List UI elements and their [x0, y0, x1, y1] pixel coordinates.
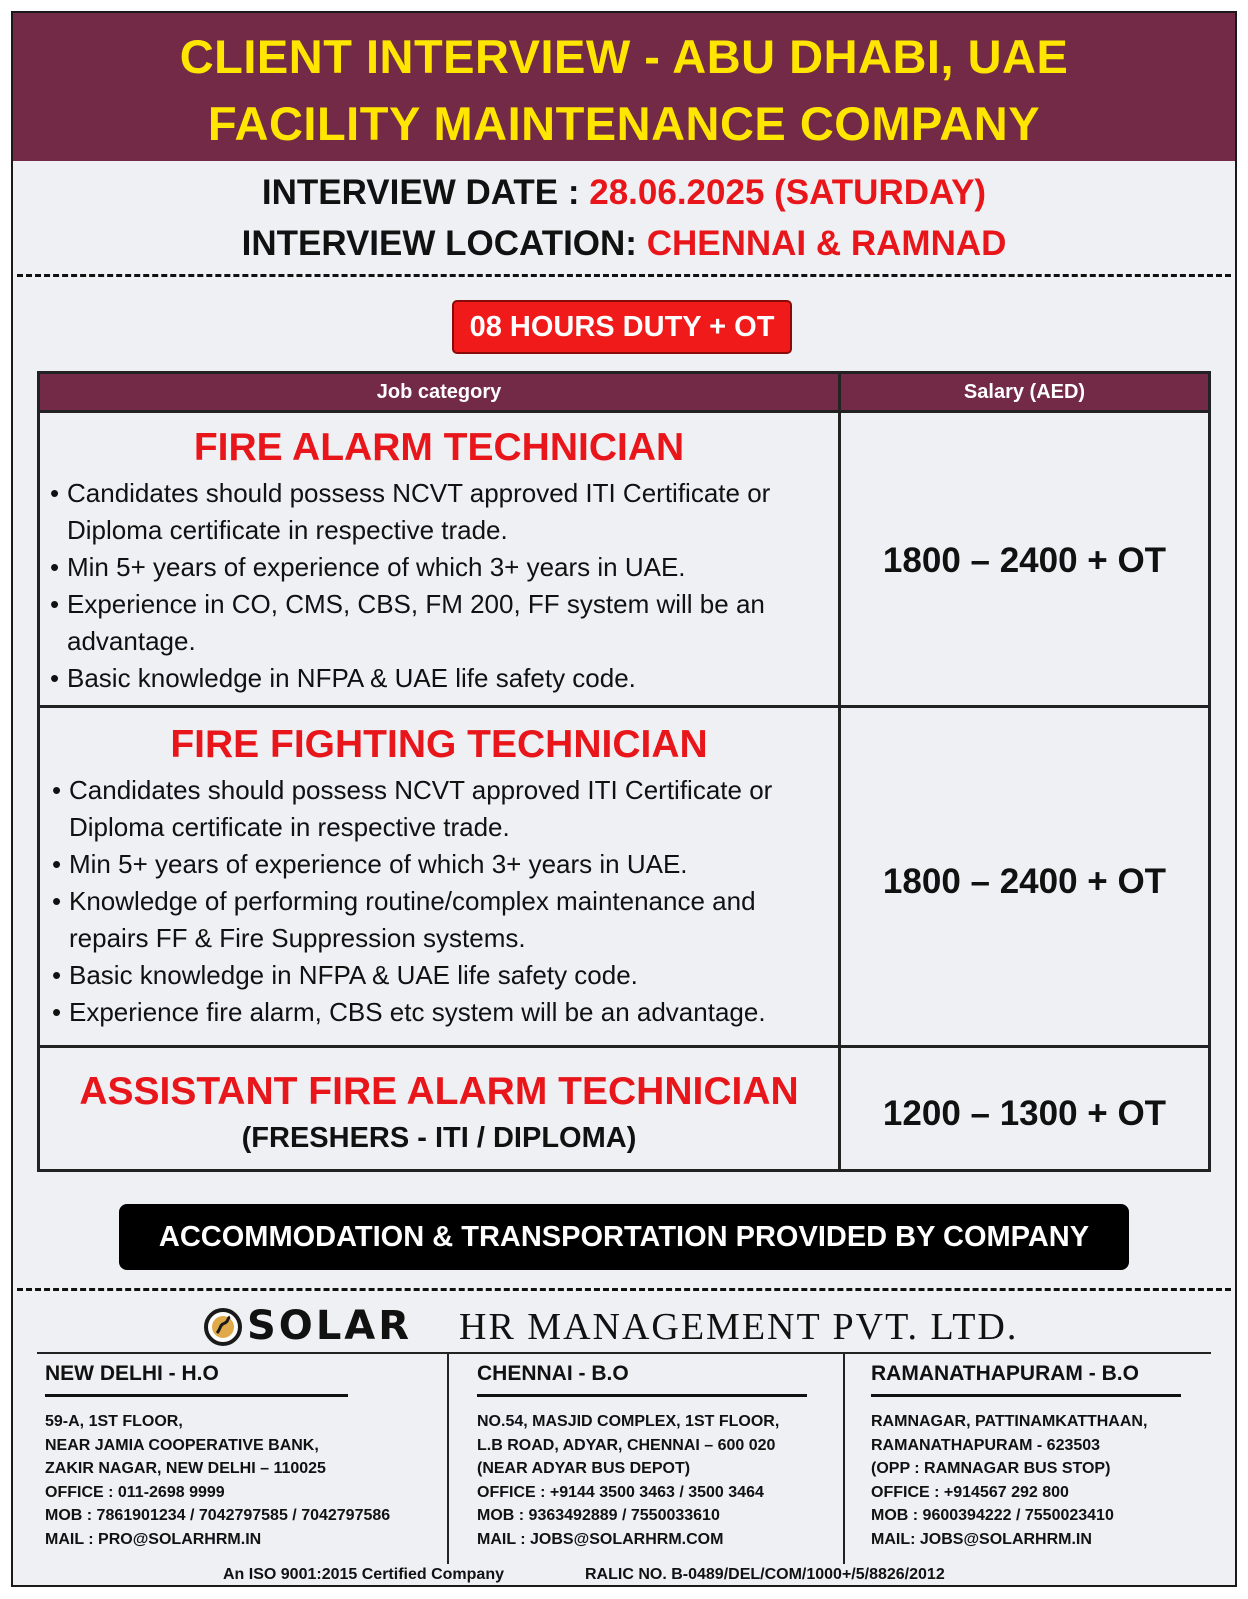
requirement-item: • Min 5+ years of experience of which 3+ years in UAE.: [50, 549, 840, 586]
salary-fire-fighting-technician: 1800 – 2400 + OT: [882, 862, 1167, 901]
company-name: HR MANAGEMENT PVT. LTD.: [459, 1306, 1019, 1348]
requirement-item: • Basic knowledge in NFPA & UAE life safety code.: [52, 957, 842, 994]
office-line: MOB : 7861901234 / 7042797585 / 7042797586: [45, 1507, 391, 1524]
interview-date: [13, 173, 1235, 213]
iso-certification: An ISO 9001:2015 Certified Company: [223, 1566, 504, 1583]
office-divider: [843, 1354, 845, 1564]
job-table: [37, 371, 1211, 1172]
requirement-item: • Candidates should possess NCVT approved ITI Certificate or Diploma certificate in respective trade.: [52, 772, 842, 846]
header-banner: [13, 13, 1235, 161]
dashed-divider: [17, 274, 1231, 277]
ralic-number: RALIC NO. B-0489/DEL/COM/1000+/5/8826/2012: [585, 1566, 945, 1583]
job-requirements-fire-fighting: [52, 772, 842, 1031]
office-line: NO.54, MASJID COMPLEX, 1ST FLOOR,: [477, 1413, 780, 1430]
interview-location: [13, 224, 1235, 264]
job-requirements-fire-alarm: [50, 475, 840, 697]
office-line: 59-A, 1ST FLOOR,: [45, 1413, 183, 1430]
poster: [11, 11, 1237, 1587]
accommodation-banner: ACCOMMODATION & TRANSPORTATION PROVIDED BY COMPANY: [119, 1204, 1129, 1270]
office-title: RAMANATHAPURAM - B.O: [871, 1362, 1139, 1385]
office-divider: [447, 1354, 449, 1564]
office-title: CHENNAI - B.O: [477, 1362, 629, 1385]
job-title-fire-fighting-technician: FIRE FIGHTING TECHNICIAN: [170, 723, 708, 766]
office-line: MOB : 9600394222 / 7550023410: [871, 1507, 1114, 1524]
office-title: NEW DELHI - H.O: [45, 1362, 219, 1385]
office-line: OFFICE : +9144 3500 3463 / 3500 3464: [477, 1483, 764, 1501]
office-line: OFFICE : 011-2698 9999: [45, 1483, 225, 1501]
job-title-fire-alarm-technician: FIRE ALARM TECHNICIAN: [193, 426, 685, 469]
headline-company-type: FACILITY MAINTENANCE COMPANY: [207, 97, 1041, 150]
salary-fire-alarm-technician: 1800 – 2400 + OT: [882, 541, 1167, 580]
job-title-assistant-fire-alarm-technician: ASSISTANT FIRE ALARM TECHNICIAN: [79, 1070, 799, 1113]
office-line: RAMNAGAR, PATTINAMKATTHAAN,: [871, 1413, 1148, 1430]
office-addresses: [37, 1352, 1211, 1562]
office-line: OFFICE : +914567 292 800: [871, 1483, 1069, 1501]
requirement-item: • Basic knowledge in NFPA & UAE life safety code.: [50, 660, 840, 697]
office-line: (NEAR ADYAR BUS DEPOT): [477, 1460, 691, 1477]
requirement-item: • Experience fire alarm, CBS etc system will be an advantage.: [52, 994, 842, 1031]
column-header-job-category: Job category: [40, 374, 838, 410]
salary-assistant-fire-alarm-technician: 1200 – 1300 + OT: [882, 1094, 1167, 1133]
column-header-salary: Salary (AED): [841, 374, 1208, 410]
interview-location-value: CHENNAI & RAMNAD: [646, 224, 1007, 263]
duty-hours-badge: 08 HOURS DUTY + OT: [452, 300, 792, 354]
office-line: NEAR JAMIA COOPERATIVE BANK,: [45, 1436, 319, 1454]
requirement-item: • Min 5+ years of experience of which 3+ years in UAE.: [52, 846, 842, 883]
office-details: [871, 1410, 1147, 1551]
logo-wordmark: SOLAR: [247, 1303, 413, 1349]
office-line: ZAKIR NAGAR, NEW DELHI – 110025: [45, 1460, 326, 1477]
office-title-underline: [871, 1394, 1181, 1397]
interview-date-value: 28.06.2025 (SATURDAY): [589, 173, 987, 212]
row-divider: [40, 1045, 1208, 1048]
office-line: L.B ROAD, ADYAR, CHENNAI – 600 020: [477, 1436, 776, 1454]
office-line: RAMANATHAPURAM - 623503: [871, 1436, 1101, 1454]
interview-location-label: INTERVIEW LOCATION:: [241, 224, 647, 263]
office-details: [477, 1410, 779, 1551]
row-divider: [40, 410, 1208, 413]
office-line: MAIL : PRO@SOLARHRM.IN: [45, 1530, 262, 1548]
dashed-divider: [17, 1288, 1231, 1291]
office-new-delhi: [37, 1354, 447, 1564]
office-line: MOB : 9363492889 / 7550033610: [477, 1507, 720, 1524]
requirement-item: • Experience in CO, CMS, CBS, FM 200, FF system will be an advantage.: [50, 586, 840, 660]
solar-sun-icon: [203, 1307, 243, 1347]
office-title-underline: [477, 1394, 807, 1397]
office-details: [45, 1410, 390, 1551]
office-line: MAIL: JOBS@SOLARHRM.IN: [871, 1530, 1092, 1548]
requirement-item: • Knowledge of performing routine/complex maintenance and repairs FF & Fire Suppression systems.: [52, 883, 842, 957]
job-subtitle-freshers: (FRESHERS - ITI / DIPLOMA): [241, 1122, 637, 1154]
interview-date-label: INTERVIEW DATE :: [261, 173, 590, 212]
row-divider: [40, 705, 1208, 708]
office-title-underline: [45, 1394, 348, 1397]
headline-client-interview: CLIENT INTERVIEW - ABU DHABI, UAE: [179, 30, 1069, 83]
office-line: (OPP : RAMNAGAR BUS STOP): [871, 1460, 1111, 1477]
requirement-item: • Candidates should possess NCVT approved ITI Certificate or Diploma certificate in respective trade.: [50, 475, 840, 549]
office-line: MAIL : JOBS@SOLARHRM.COM: [477, 1530, 724, 1548]
office-ramanathapuram: [863, 1354, 1211, 1564]
office-chennai: [469, 1354, 829, 1564]
